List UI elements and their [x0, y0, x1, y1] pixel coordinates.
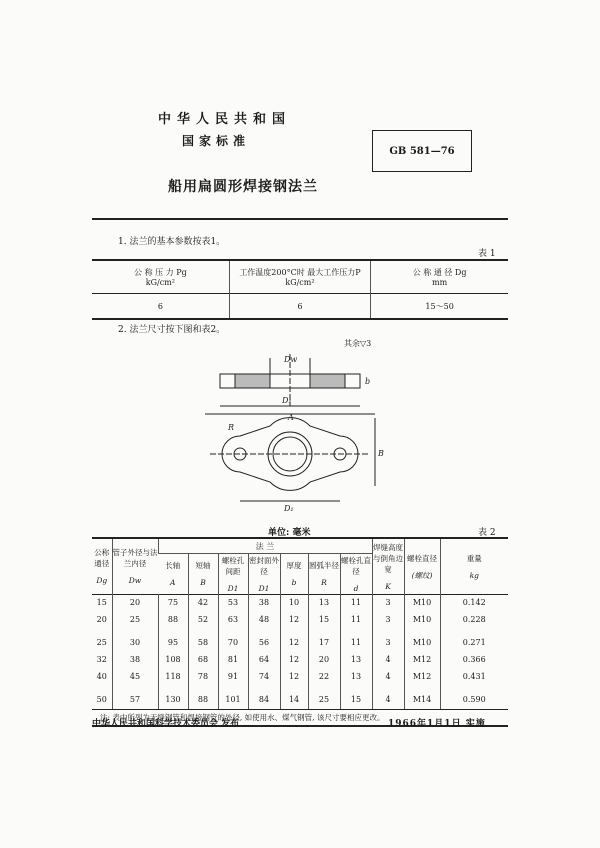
table1-cell: 6 [157, 301, 163, 311]
table2-cell: 40 [96, 672, 107, 681]
table2-cell: 57 [112, 692, 158, 709]
table2-cell: 74 [248, 669, 280, 692]
table2-header-cell [188, 554, 218, 595]
table2-row [92, 612, 508, 635]
table2-row [92, 669, 508, 692]
table2-cell: 84 [248, 692, 280, 709]
table2-header-cell [340, 554, 372, 595]
table2-cell: 12 [280, 669, 308, 692]
header-title: 工作温度200°C时 最大工作压力P [239, 268, 361, 277]
svg-text:A: A [288, 413, 294, 422]
header-symbol: B [200, 578, 206, 587]
table1-header-cell [229, 261, 370, 294]
table2-cell: 0.271 [440, 635, 508, 652]
table2-cell: 0.142 [440, 595, 508, 613]
document-title: 船用扁圆形焊接钢法兰 [168, 179, 318, 195]
table2-cell: 56 [248, 635, 280, 652]
table2-cell: 20 [112, 595, 158, 613]
table2-cell: M10 [404, 595, 440, 613]
header-symbol: Dw [128, 576, 142, 585]
table2-header-cell [404, 539, 440, 595]
table2-cell: 130 [158, 692, 188, 709]
header-title: 长轴 [165, 561, 181, 570]
table2-header-cell [372, 539, 404, 595]
table2-cell: M10 [404, 635, 440, 652]
table2-note: 注: 表中所列为无缝钢管和焊接钢管的外径, 如使用水、煤气钢管, 该尺寸要相应更改。 [92, 709, 508, 727]
table2-cell: M12 [404, 652, 440, 669]
table2-cell: 4 [372, 652, 404, 669]
header-symbol: d [353, 583, 359, 593]
header-symbol: A [170, 578, 176, 587]
svg-text:Dw: Dw [284, 355, 298, 364]
svg-text:B: B [378, 449, 384, 458]
table2-cell: 0.590 [440, 692, 508, 709]
header-title: 螺栓孔直径 [341, 555, 371, 576]
table2-cell: 68 [188, 652, 218, 669]
table2-cell: 52 [188, 612, 218, 635]
table2-cell: 64 [248, 652, 280, 669]
header-title: 公 称 通 径 Dg [412, 268, 467, 277]
table2-cell: 42 [188, 595, 218, 613]
table2-cell: 13 [340, 652, 372, 669]
table1-cell: 15～50 [371, 294, 508, 319]
divider [92, 218, 508, 220]
table2-header-cell [158, 554, 188, 595]
hatch-right [310, 374, 345, 388]
table2-cell: 88 [188, 692, 218, 709]
table2-cell: 20 [308, 652, 340, 669]
flange-drawing [200, 336, 400, 516]
header-title: 焊缝高度与倒角边宽 [373, 542, 403, 574]
table2-cell: 101 [218, 692, 248, 709]
roughness-label: 其余▽3 [344, 339, 372, 348]
header-title: 重量 [466, 553, 482, 563]
table2-cell: 11 [340, 612, 372, 635]
table2-cell: 0.228 [440, 612, 508, 635]
effective-date: 1966年1月1日 实施 [388, 719, 486, 729]
table2-cell: 10 [280, 595, 308, 613]
table2-cell: 3 [372, 595, 404, 613]
table1-header-cell [371, 261, 508, 294]
table2-cell: 20 [96, 615, 107, 624]
table2-label: 表 2 [478, 528, 496, 538]
table2-row [92, 652, 508, 669]
table2-cell: 30 [112, 635, 158, 652]
table2-cell: 0.366 [440, 652, 508, 669]
table2-header-cell [308, 554, 340, 595]
table2-cell: 48 [248, 612, 280, 635]
table2-cell: 15 [340, 692, 372, 709]
table2-cell: M14 [404, 692, 440, 709]
table2-cell: 25 [112, 612, 158, 635]
table2-cell: 108 [158, 652, 188, 669]
table2-cell: 53 [218, 595, 248, 613]
table2-cell: 11 [340, 635, 372, 652]
section2-text: 2. 法兰尺寸按下图和表2。 [118, 325, 226, 335]
table2-cell: 70 [218, 635, 248, 652]
svg-text:R: R [228, 423, 235, 432]
table2-cell: 95 [158, 635, 188, 652]
table2-cell: 0.431 [440, 669, 508, 692]
table2-cell: 78 [188, 669, 218, 692]
standard-code-box [372, 130, 472, 172]
table2-cell: 58 [188, 635, 218, 652]
table2-cell: 81 [218, 652, 248, 669]
table2-header-cell [112, 539, 158, 595]
header-title: 螺栓孔间距 [221, 555, 245, 576]
table2-cell: 12 [280, 612, 308, 635]
header-symbol: K [385, 581, 391, 591]
unit-label: 单位: 毫米 [268, 528, 311, 538]
header-symbol: (螺纹) [411, 570, 433, 580]
table2-cell: M12 [404, 669, 440, 692]
table2-cell: 4 [372, 692, 404, 709]
table2-cell: 15 [308, 612, 340, 635]
table2-header-cell [440, 539, 508, 595]
table2-cell: 88 [158, 612, 188, 635]
table2-cell: 13 [340, 669, 372, 692]
table2-cell: 38 [248, 595, 280, 613]
table1-header-cell [92, 261, 229, 294]
table2-cell: 12 [280, 635, 308, 652]
header-title: 厚度 [286, 561, 302, 570]
table2-cell: 38 [112, 652, 158, 669]
table2-row [92, 635, 508, 652]
standard-code: GB 581—76 [389, 145, 455, 157]
table2-cell: 22 [308, 669, 340, 692]
header-unit: mm [432, 278, 448, 287]
header-symbol: D1 [258, 583, 270, 593]
table2-cell: 63 [218, 612, 248, 635]
table2-cell: 50 [96, 695, 107, 704]
table2-cell: 15 [96, 598, 107, 607]
header-unit: kG/cm² [145, 278, 175, 287]
table2-cell: 4 [372, 669, 404, 692]
header-title: 螺栓直径 [407, 553, 437, 563]
table1-label: 表 1 [478, 249, 496, 259]
table2-cell: 14 [280, 692, 308, 709]
table2 [92, 537, 508, 727]
table2-cell: 75 [158, 595, 188, 613]
table2-cell: 11 [340, 595, 372, 613]
header-symbol: b [291, 578, 297, 587]
table2-cell: 25 [308, 692, 340, 709]
country-heading: 中华人民共和国 [158, 112, 292, 127]
table2-cell: 45 [112, 669, 158, 692]
header-title: 圆弧半径 [309, 561, 339, 570]
table2-cell: 91 [218, 669, 248, 692]
svg-text:D₁: D₁ [282, 396, 292, 405]
table1-cell: 6 [229, 294, 370, 319]
header-symbol: kg [469, 570, 479, 580]
header-unit: kG/cm² [285, 278, 315, 287]
standard-type: 国家标准 [182, 134, 251, 148]
table2-cell: 25 [96, 638, 107, 647]
table2-header-cell [92, 539, 112, 595]
header-title: 短轴 [195, 561, 211, 570]
svg-text:D₁: D₁ [284, 504, 294, 513]
table2-header-cell [248, 554, 280, 595]
table2-row [92, 692, 508, 709]
header-title: 管子外径与法兰内径 [112, 548, 158, 568]
publisher: 中华人民共和国科学技术委员会 发布 [92, 719, 240, 729]
svg-text:b: b [365, 377, 371, 386]
header-symbol: D1 [227, 583, 239, 593]
header-title: 公 称 压 力 Pg [134, 268, 187, 277]
table2-cell: 118 [158, 669, 188, 692]
header-symbol: Dg [96, 576, 108, 585]
table2-header-cell [280, 554, 308, 595]
table2-cell: 12 [280, 652, 308, 669]
section1-text: 1. 法兰的基本参数按表1。 [118, 237, 226, 247]
table2-cell: 3 [372, 612, 404, 635]
table2-cell: 17 [308, 635, 340, 652]
table2-cell: M10 [404, 612, 440, 635]
header-symbol: R [321, 578, 327, 587]
table2-group-header: 法 兰 [158, 539, 372, 554]
table2-header-cell [218, 554, 248, 595]
header-title: 密封面外径 [249, 555, 279, 576]
table2-cell: 3 [372, 635, 404, 652]
table2-cell: 32 [96, 655, 107, 664]
table2-row [92, 595, 508, 613]
header-title: 公称通径 [94, 548, 110, 568]
table2-cell: 13 [308, 595, 340, 613]
table1 [92, 259, 508, 320]
hatch-left [235, 374, 270, 388]
